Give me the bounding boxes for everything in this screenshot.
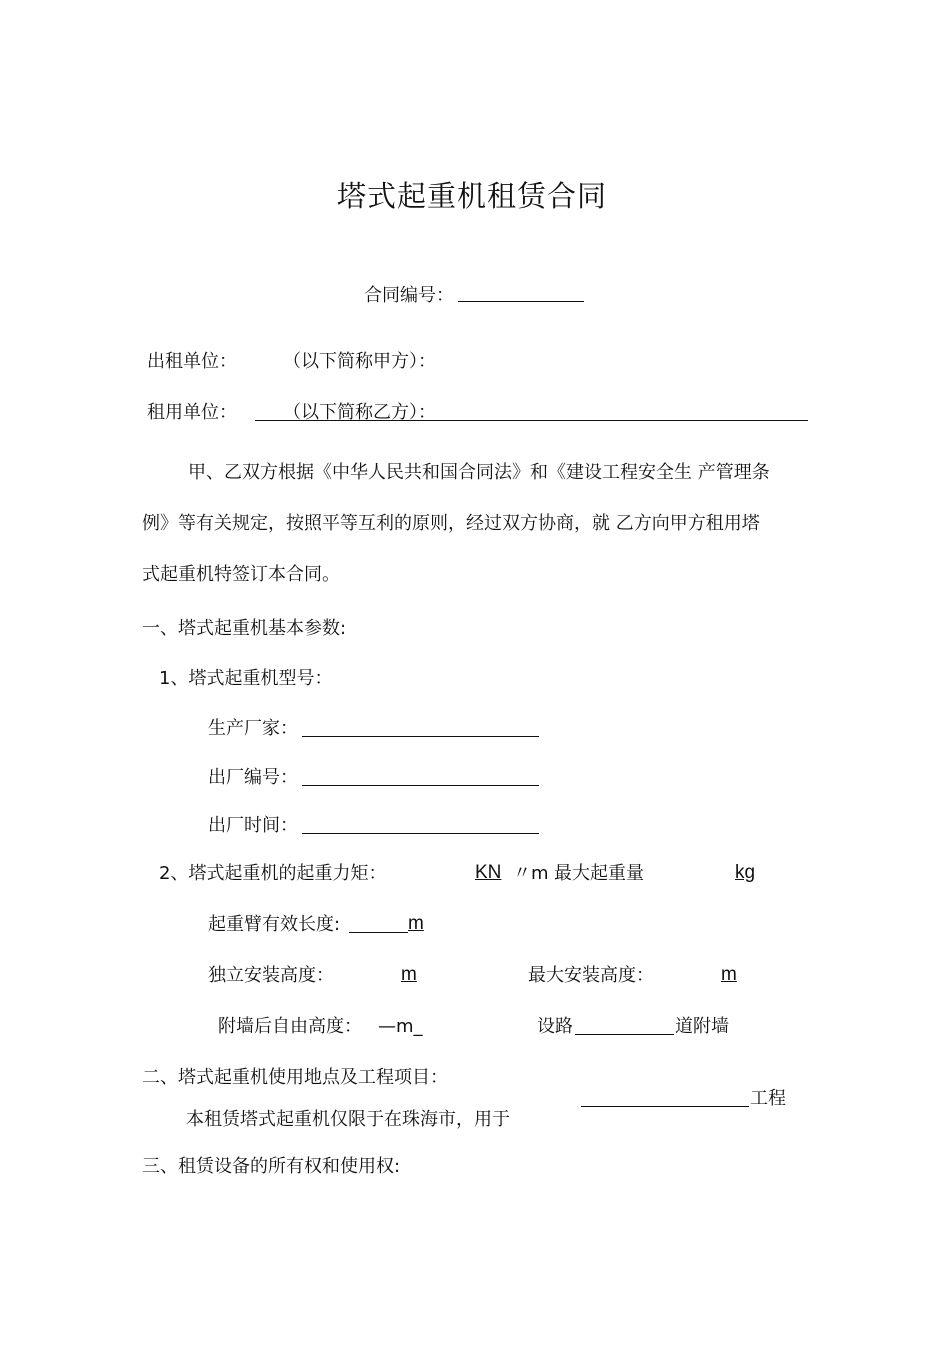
moment-unit-kn: KN bbox=[475, 862, 502, 883]
section-3-heading: 三、租赁设备的所有权和使用权: bbox=[142, 1156, 401, 1177]
section-2-heading: 二、塔式起重机使用地点及工程项目： bbox=[142, 1067, 448, 1088]
intro-line-1: 甲、乙双方根据《中华人民共和国合同法》和《建设工程安全生 产管理条 bbox=[188, 462, 770, 483]
max-load-unit: kg bbox=[735, 862, 756, 883]
contract-number-label: 合同编号： bbox=[364, 285, 454, 306]
boom-length-blank[interactable] bbox=[349, 932, 408, 933]
boom-length-unit: m bbox=[408, 913, 424, 934]
manufacture-date-blank[interactable] bbox=[302, 833, 539, 834]
lessee-blank[interactable] bbox=[255, 420, 808, 421]
serial-number-label: 出厂编号： bbox=[208, 767, 298, 788]
wall-free-height-value: —m_ bbox=[378, 1016, 423, 1037]
max-height-label: 最大安装高度： bbox=[528, 965, 654, 986]
moment-unit-sep: 〃m bbox=[513, 863, 549, 884]
document-title: 塔式起重机租赁合同 bbox=[337, 179, 608, 213]
manufacture-date-label: 出厂时间： bbox=[208, 815, 298, 836]
project-name-blank[interactable] bbox=[581, 1106, 749, 1107]
item-2-label: 2、塔式起重机的起重力矩： bbox=[159, 863, 387, 884]
wall-set-suffix: 道附墙 bbox=[675, 1016, 729, 1037]
wall-set-label: 设路 bbox=[537, 1016, 573, 1037]
free-height-label: 独立安装高度： bbox=[208, 965, 334, 986]
contract-number-blank[interactable] bbox=[458, 301, 584, 302]
section-1-heading: 一、塔式起重机基本参数: bbox=[142, 618, 347, 639]
boom-length-label: 起重臂有效长度: bbox=[208, 914, 341, 935]
lessee-label: 租用单位： bbox=[147, 402, 237, 423]
max-height-unit: m bbox=[721, 964, 737, 985]
manufacturer-blank[interactable] bbox=[302, 736, 539, 737]
lessor-label: 出租单位： bbox=[147, 351, 237, 372]
intro-line-3: 式起重机特签订本合同。 bbox=[142, 564, 340, 585]
section-2-body: 本租赁塔式起重机仅限于在珠海市，用于 bbox=[186, 1109, 510, 1130]
lessor-note: （以下简称甲方）： bbox=[283, 351, 436, 372]
wall-set-blank[interactable] bbox=[575, 1034, 674, 1035]
serial-number-blank[interactable] bbox=[302, 785, 539, 786]
manufacturer-label: 生产厂家： bbox=[208, 718, 298, 739]
wall-free-height-label: 附墙后自由高度： bbox=[218, 1016, 362, 1037]
item-1-label: 1、塔式起重机型号： bbox=[159, 668, 333, 689]
intro-line-2: 例》等有关规定，按照平等互利的原则，经过双方协商，就 乙方向甲方租用塔 bbox=[142, 513, 760, 534]
free-height-unit: m bbox=[401, 964, 417, 985]
lessee-note: （以下简称乙方）： bbox=[283, 402, 436, 423]
max-load-label: 最大起重量 bbox=[554, 863, 644, 884]
project-suffix: 工程 bbox=[750, 1088, 786, 1109]
